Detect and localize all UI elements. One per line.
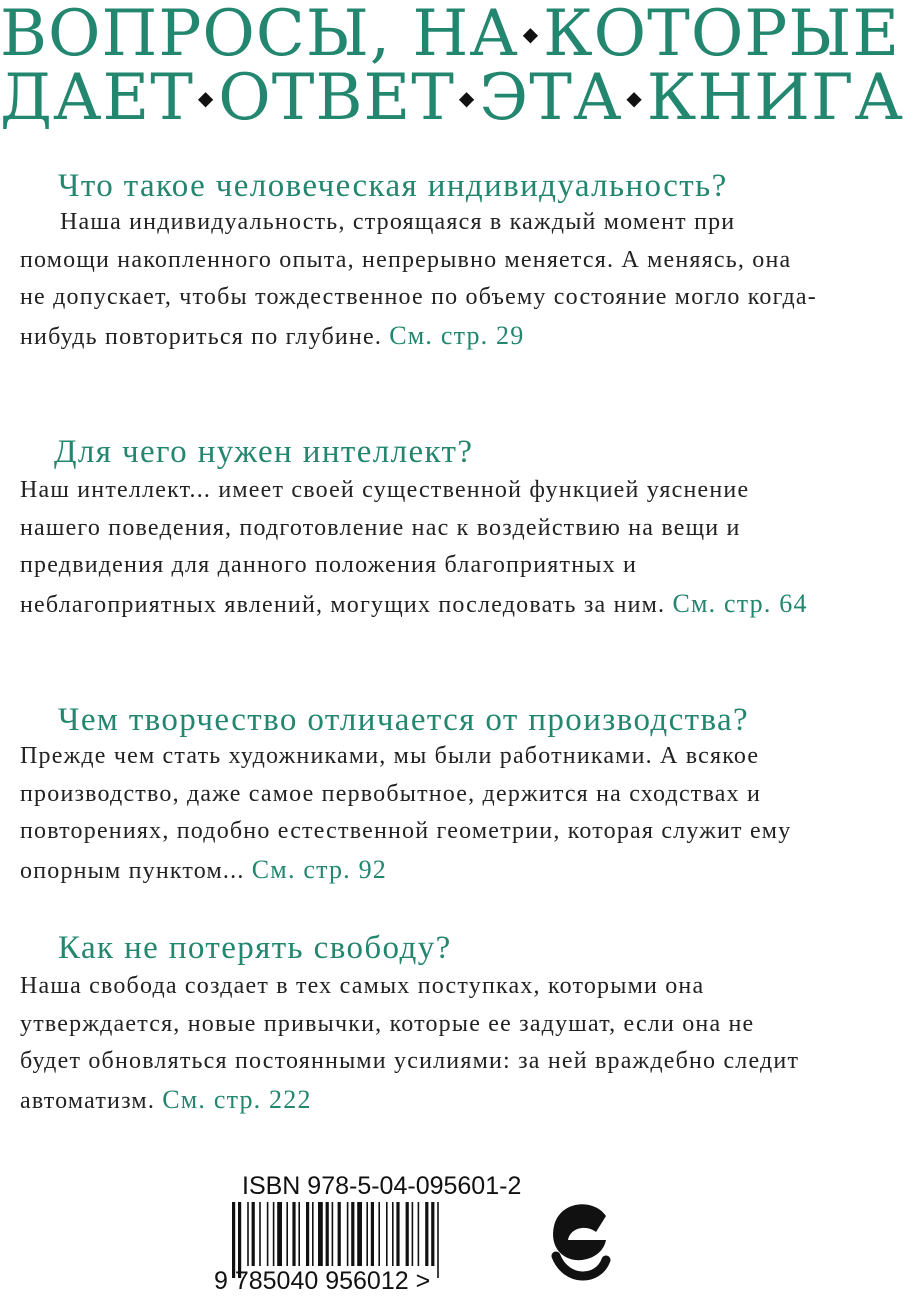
question-heading: Чем творчество отличается от производства? <box>58 702 750 738</box>
title-word: ОТВЕТ <box>218 61 455 135</box>
diamond-separator-icon: ◆ <box>458 86 476 110</box>
page-title-line-1 <box>0 0 901 71</box>
page-reference: См. стр. 222 <box>162 1084 312 1114</box>
answer-paragraph <box>20 472 820 624</box>
publisher-logo-icon <box>546 1196 612 1284</box>
question-heading: Что такое человеческая индивидуальность? <box>58 168 728 204</box>
title-word: КНИГА <box>646 61 904 135</box>
page-reference: См. стр. 64 <box>672 588 808 618</box>
diamond-separator-icon: ◆ <box>626 86 643 110</box>
answer-paragraph <box>20 968 820 1120</box>
title-word: ДАЕТ <box>0 61 194 135</box>
title-word: ЭТА <box>479 61 623 135</box>
page-title-line-2 <box>0 61 904 135</box>
answer-text: Прежде чем стать художниками, мы были работниками. А всякое производство, даже самое первобытное, держится на сходствах и повторениях, подобно естественной геометрии, которая служит ему опорным пунктом... <box>20 743 792 884</box>
barcode-digits: 9 785040 956012 > <box>214 1267 431 1295</box>
answer-text: Наш интеллект... имеет своей существенной функцией уяснение нашего поведения, подготовление нас к воздействию на вещи и предвидения для данного положения благоприятных и неблагоприятных явлений, могущих последовать за ним. <box>20 477 750 618</box>
answer-text: Наша индивидуальность, строящаяся в каждый момент при помощи накопленного опыта, непрерывно меняется. А меняясь, она не допускает, чтобы тождественное по объему состояние могло когда-нибудь повториться по глубине. <box>20 209 817 350</box>
diamond-separator-icon: ◆ <box>522 22 540 46</box>
answer-paragraph <box>20 738 820 890</box>
page-reference: См. стр. 29 <box>389 320 525 350</box>
question-heading: Для чего нужен интеллект? <box>54 434 474 470</box>
answer-paragraph <box>20 204 820 356</box>
question-heading: Как не потерять свободу? <box>58 930 452 966</box>
isbn-label: ISBN 978-5-04-095601-2 <box>242 1172 522 1200</box>
title-word: ВОПРОСЫ, <box>0 0 392 71</box>
page-reference: См. стр. 92 <box>251 854 387 884</box>
title-word: КОТОРЫЕ <box>543 0 901 71</box>
diamond-separator-icon: ◆ <box>197 86 215 110</box>
title-word: НА <box>412 0 519 71</box>
answer-text: Наша свобода создает в тех самых поступках, которыми она утверждается, новые привычки, которые ее задушат, если она не будет обновляться постоянными усилиями: за ней враждебно следит автоматизм. <box>20 973 800 1114</box>
